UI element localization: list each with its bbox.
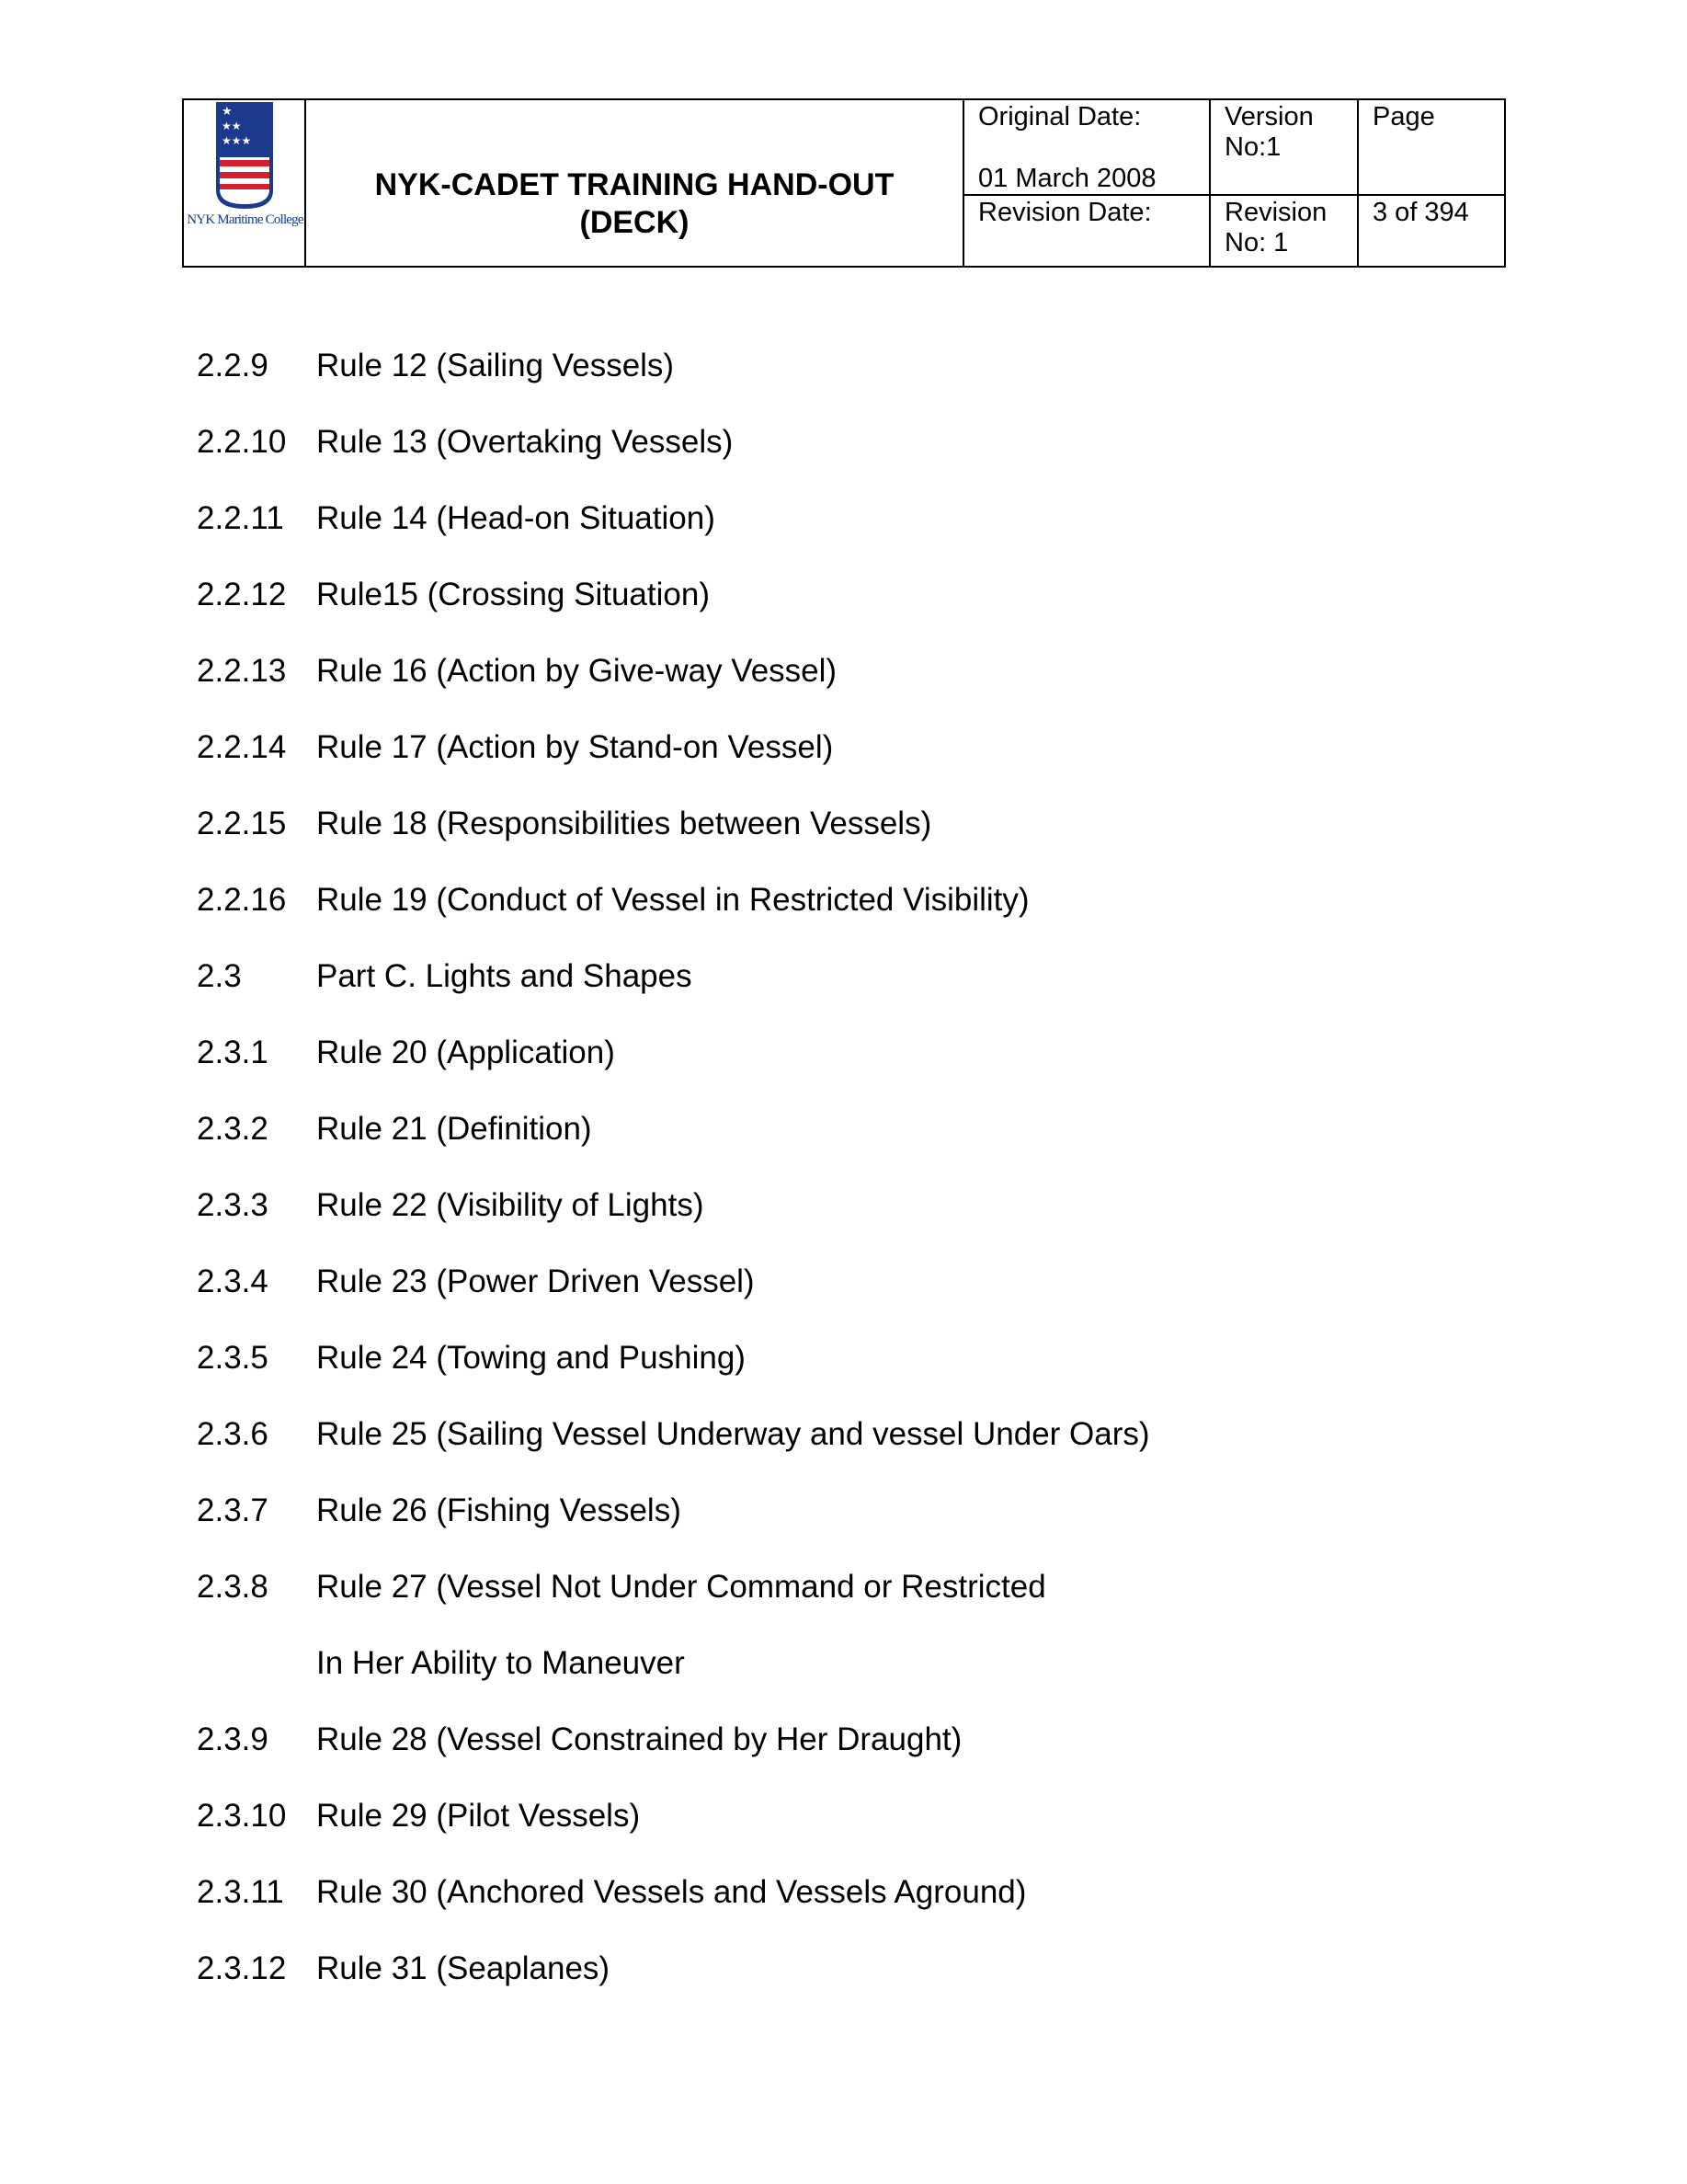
svg-text:★: ★ [222, 105, 233, 119]
toc-number: 2.3 [197, 958, 242, 994]
revision-cell [1211, 196, 1359, 266]
document-title [306, 166, 963, 242]
toc-title: In Her Ability to Maneuver [316, 1645, 685, 1681]
toc-number: 2.3.7 [197, 1492, 268, 1528]
toc-title: Rule 31 (Seaplanes) [316, 1950, 610, 1986]
title-line-2: (DECK) [579, 205, 690, 240]
revision-number: No: 1 [1225, 228, 1289, 257]
page-number-cell [1359, 196, 1504, 266]
toc-title: Rule 27 (Vessel Not Under Command or Restricted [316, 1569, 1046, 1605]
logo-caption: NYK Maritime College [187, 212, 303, 227]
toc-title: Rule 28 (Vessel Constrained by Her Draught) [316, 1721, 963, 1757]
revision-label: Revision [1225, 198, 1328, 227]
toc-number: 2.3.5 [197, 1340, 268, 1376]
toc-number: 2.3.12 [197, 1950, 287, 1986]
page-label-cell [1359, 100, 1504, 196]
toc-title: Rule 23 (Power Driven Vessel) [316, 1264, 755, 1299]
toc-title: Rule 25 (Sailing Vessel Underway and vessel Under Oars) [316, 1416, 1150, 1452]
toc-title: Rule 18 (Responsibilities between Vessels) [316, 806, 932, 841]
original-date-label: Original Date: [978, 102, 1142, 131]
toc-number: 2.3.4 [197, 1264, 268, 1299]
document-header [182, 98, 1506, 268]
toc-number: 2.2.11 [197, 500, 284, 536]
original-date-cell [964, 100, 1211, 196]
toc-title: Rule 21 (Definition) [316, 1111, 592, 1147]
toc-number: 2.3.8 [197, 1569, 268, 1605]
logo-cell [184, 100, 306, 266]
svg-text:★★★: ★★★ [222, 134, 252, 147]
toc-title: Rule 17 (Action by Stand-on Vessel) [316, 729, 834, 765]
page-label: Page [1373, 102, 1435, 131]
revision-date-label: Revision Date: [978, 198, 1152, 227]
page-number: 3 of 394 [1373, 198, 1469, 227]
revision-date-cell [964, 196, 1211, 266]
version-cell [1211, 100, 1359, 196]
toc-number: 2.3.1 [197, 1035, 268, 1070]
toc-number: 2.3.6 [197, 1416, 268, 1452]
toc-title: Rule 26 (Fishing Vessels) [316, 1492, 681, 1528]
title-cell [306, 100, 964, 266]
toc-title: Part C. Lights and Shapes [316, 958, 692, 994]
nyk-maritime-college-logo-icon [214, 102, 275, 211]
toc-title: Rule 29 (Pilot Vessels) [316, 1798, 641, 1834]
toc-title: Rule 22 (Visibility of Lights) [316, 1187, 704, 1223]
toc-number: 2.3.10 [197, 1798, 287, 1834]
toc-title: Rule 20 (Application) [316, 1035, 615, 1070]
toc-number: 2.2.9 [197, 348, 268, 383]
toc-number: 2.2.16 [197, 882, 287, 918]
toc-title: Rule15 (Crossing Situation) [316, 577, 710, 612]
svg-text:★★: ★★ [222, 120, 242, 132]
toc-title: Rule 24 (Towing and Pushing) [316, 1340, 746, 1376]
version-number: No:1 [1225, 132, 1282, 162]
toc-number: 2.3.3 [197, 1187, 268, 1223]
toc-number: 2.2.10 [197, 424, 287, 460]
toc-number: 2.3.2 [197, 1111, 268, 1147]
toc-number: 2.2.14 [197, 729, 287, 765]
toc-title: Rule 14 (Head-on Situation) [316, 500, 715, 536]
toc-number: 2.2.12 [197, 577, 287, 612]
toc-number: 2.2.15 [197, 806, 287, 841]
toc-number: 2.2.13 [197, 653, 287, 689]
original-date-value: 01 March 2008 [978, 164, 1157, 193]
title-line-1: NYK-CADET TRAINING HAND-OUT [374, 167, 895, 202]
toc-title: Rule 12 (Sailing Vessels) [316, 348, 675, 383]
toc-title: Rule 16 (Action by Give-way Vessel) [316, 653, 838, 689]
toc-number: 2.3.11 [197, 1874, 284, 1910]
toc-title: Rule 13 (Overtaking Vessels) [316, 424, 734, 460]
toc-number: 2.3.9 [197, 1721, 268, 1757]
toc-title: Rule 30 (Anchored Vessels and Vessels Aground) [316, 1874, 1027, 1910]
toc-title: Rule 19 (Conduct of Vessel in Restricted Visibility) [316, 882, 1030, 918]
version-label: Version [1225, 102, 1314, 131]
